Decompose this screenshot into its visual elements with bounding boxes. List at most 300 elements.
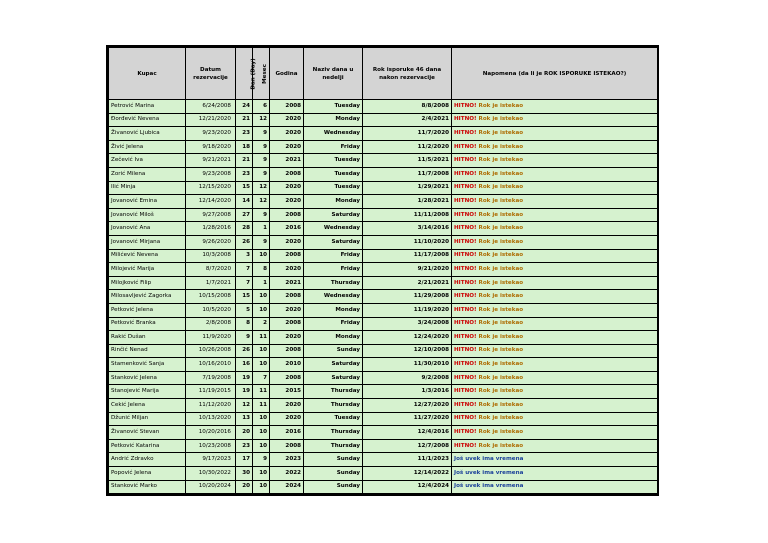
- cell-napomena[interactable]: [452, 235, 658, 249]
- cell-napomena[interactable]: [452, 290, 658, 304]
- cell-rok[interactable]: 12/4/2024: [363, 480, 452, 494]
- cell-napomena[interactable]: [452, 331, 658, 345]
- cell-dan[interactable]: 20: [236, 426, 253, 440]
- urgent-label: HITNO!: [454, 320, 477, 327]
- urgent-label: HITNO!: [454, 129, 477, 136]
- cell-dan[interactable]: 8: [236, 317, 253, 331]
- cell-godina[interactable]: 2008: [270, 439, 304, 453]
- table-row: [109, 426, 658, 440]
- table-row: [109, 344, 658, 358]
- cell-godina[interactable]: 2024: [270, 480, 304, 494]
- cell-napomena[interactable]: [452, 467, 658, 481]
- cell-rok[interactable]: 11/11/2008: [363, 208, 452, 222]
- cell-datum[interactable]: 9/26/2020: [186, 235, 236, 249]
- cell-godina[interactable]: 2021: [270, 154, 304, 168]
- cell-napomena[interactable]: [452, 263, 658, 277]
- cell-godina[interactable]: 2008: [270, 100, 304, 114]
- cell-naziv-dana[interactable]: Wednesday: [304, 222, 363, 236]
- cell-mesec[interactable]: 6: [253, 100, 270, 114]
- cell-dan[interactable]: 18: [236, 140, 253, 154]
- cell-napomena[interactable]: [452, 181, 658, 195]
- status-label: Rok je istekao: [478, 170, 524, 177]
- table-row: [109, 331, 658, 345]
- cell-mesec[interactable]: 9: [253, 235, 270, 249]
- cell-mesec[interactable]: 11: [253, 331, 270, 345]
- cell-napomena[interactable]: [452, 222, 658, 236]
- status-label: Rok je istekao: [478, 415, 524, 422]
- cell-rok[interactable]: 12/10/2008: [363, 344, 452, 358]
- cell-naziv-dana[interactable]: Saturday: [304, 371, 363, 385]
- cell-naziv-dana[interactable]: Friday: [304, 317, 363, 331]
- urgent-label: HITNO!: [454, 333, 477, 340]
- cell-rok[interactable]: 11/27/2020: [363, 412, 452, 426]
- cell-rok[interactable]: 11/5/2021: [363, 154, 452, 168]
- cell-napomena[interactable]: [452, 426, 658, 440]
- header-mesec: Mesec: [253, 48, 270, 100]
- table-row: [109, 222, 658, 236]
- cell-rok[interactable]: 1/3/2016: [363, 385, 452, 399]
- cell-mesec[interactable]: 12: [253, 181, 270, 195]
- cell-naziv-dana[interactable]: Thursday: [304, 399, 363, 413]
- table-row: [109, 358, 658, 372]
- cell-mesec[interactable]: 10: [253, 439, 270, 453]
- status-label: Rok je istekao: [478, 252, 524, 259]
- cell-datum[interactable]: 11/9/2020: [186, 331, 236, 345]
- status-label: Rok je istekao: [478, 184, 524, 191]
- cell-godina[interactable]: 2021: [270, 276, 304, 290]
- cell-napomena[interactable]: [452, 154, 658, 168]
- cell-mesec[interactable]: 9: [253, 127, 270, 141]
- cell-kupac[interactable]: Petković Jelena: [109, 303, 186, 317]
- cell-mesec[interactable]: 7: [253, 371, 270, 385]
- cell-kupac[interactable]: Zorić Milena: [109, 167, 186, 181]
- urgent-label: HITNO!: [454, 279, 477, 286]
- cell-godina[interactable]: 2020: [270, 412, 304, 426]
- cell-rok[interactable]: 11/2/2020: [363, 140, 452, 154]
- cell-rok[interactable]: 3/24/2008: [363, 317, 452, 331]
- status-label: Još uvek ima vremena: [454, 456, 524, 463]
- cell-naziv-dana[interactable]: Tuesday: [304, 181, 363, 195]
- cell-mesec[interactable]: 12: [253, 113, 270, 127]
- cell-dan[interactable]: 7: [236, 276, 253, 290]
- cell-kupac[interactable]: Rinčić Nenad: [109, 344, 186, 358]
- cell-godina[interactable]: 2010: [270, 358, 304, 372]
- cell-kupac[interactable]: Jovanović Emina: [109, 195, 186, 209]
- status-label: Rok je istekao: [478, 347, 524, 354]
- cell-dan[interactable]: 23: [236, 127, 253, 141]
- cell-napomena[interactable]: [452, 385, 658, 399]
- cell-naziv-dana[interactable]: Wednesday: [304, 127, 363, 141]
- cell-mesec[interactable]: 9: [253, 140, 270, 154]
- urgent-label: HITNO!: [454, 265, 477, 272]
- cell-mesec[interactable]: 2: [253, 317, 270, 331]
- urgent-label: HITNO!: [454, 102, 477, 109]
- cell-dan[interactable]: 15: [236, 290, 253, 304]
- cell-mesec[interactable]: 8: [253, 263, 270, 277]
- urgent-label: HITNO!: [454, 347, 477, 354]
- cell-napomena[interactable]: [452, 276, 658, 290]
- cell-kupac[interactable]: Stanković Jelena: [109, 371, 186, 385]
- cell-godina[interactable]: 2008: [270, 290, 304, 304]
- cell-datum[interactable]: 12/14/2020: [186, 195, 236, 209]
- cell-kupac[interactable]: Petković Branka: [109, 317, 186, 331]
- table-row: [109, 371, 658, 385]
- cell-kupac[interactable]: Stanojević Marija: [109, 385, 186, 399]
- cell-godina[interactable]: 2016: [270, 426, 304, 440]
- cell-kupac[interactable]: Petković Katarina: [109, 439, 186, 453]
- cell-mesec[interactable]: 10: [253, 467, 270, 481]
- cell-naziv-dana[interactable]: Tuesday: [304, 100, 363, 114]
- cell-naziv-dana[interactable]: Saturday: [304, 358, 363, 372]
- status-label: Rok je istekao: [478, 116, 524, 123]
- cell-rok[interactable]: 1/29/2021: [363, 181, 452, 195]
- status-label: Rok je istekao: [478, 265, 524, 272]
- status-label: Rok je istekao: [478, 225, 524, 232]
- cell-naziv-dana[interactable]: Monday: [304, 303, 363, 317]
- cell-datum[interactable]: 1/28/2016: [186, 222, 236, 236]
- cell-mesec[interactable]: 10: [253, 426, 270, 440]
- cell-godina[interactable]: 2020: [270, 195, 304, 209]
- cell-dan[interactable]: 19: [236, 371, 253, 385]
- cell-dan[interactable]: 26: [236, 235, 253, 249]
- cell-naziv-dana[interactable]: Friday: [304, 140, 363, 154]
- status-label: Rok je istekao: [478, 442, 524, 449]
- cell-naziv-dana[interactable]: Tuesday: [304, 154, 363, 168]
- cell-napomena[interactable]: [452, 344, 658, 358]
- spreadsheet-table-container: [106, 45, 659, 496]
- cell-godina[interactable]: 2008: [270, 344, 304, 358]
- cell-mesec[interactable]: 12: [253, 195, 270, 209]
- cell-napomena[interactable]: [452, 208, 658, 222]
- cell-napomena[interactable]: [452, 167, 658, 181]
- header-kupac: Kupac: [109, 48, 186, 100]
- cell-naziv-dana[interactable]: Sunday: [304, 453, 363, 467]
- cell-naziv-dana[interactable]: Tuesday: [304, 167, 363, 181]
- cell-kupac[interactable]: Džunić Miljan: [109, 412, 186, 426]
- table-row: [109, 453, 658, 467]
- cell-dan[interactable]: 3: [236, 249, 253, 263]
- table-row: [109, 127, 658, 141]
- cell-kupac[interactable]: Zečević Iva: [109, 154, 186, 168]
- header-napomena: Napomena (da li je ROK ISPORUKE ISTEKAO?): [452, 48, 658, 100]
- cell-godina[interactable]: 2020: [270, 235, 304, 249]
- status-label: Još uvek ima vremena: [454, 469, 524, 476]
- cell-mesec[interactable]: 10: [253, 249, 270, 263]
- cell-dan[interactable]: 21: [236, 113, 253, 127]
- cell-naziv-dana[interactable]: Sunday: [304, 344, 363, 358]
- cell-rok[interactable]: 11/30/2010: [363, 358, 452, 372]
- cell-naziv-dana[interactable]: Tuesday: [304, 412, 363, 426]
- header-datum: Datum rezervacije: [186, 48, 236, 100]
- cell-rok[interactable]: 9/21/2020: [363, 263, 452, 277]
- cell-napomena[interactable]: [452, 140, 658, 154]
- cell-rok[interactable]: 11/7/2008: [363, 167, 452, 181]
- cell-godina[interactable]: 2020: [270, 113, 304, 127]
- urgent-label: HITNO!: [454, 415, 477, 422]
- cell-mesec[interactable]: 9: [253, 154, 270, 168]
- cell-godina[interactable]: 2020: [270, 181, 304, 195]
- status-label: Rok je istekao: [478, 293, 524, 300]
- cell-kupac[interactable]: Milojević Marija: [109, 263, 186, 277]
- cell-napomena[interactable]: [452, 113, 658, 127]
- cell-mesec[interactable]: 10: [253, 303, 270, 317]
- cell-mesec[interactable]: 1: [253, 276, 270, 290]
- cell-datum[interactable]: 6/24/2008: [186, 100, 236, 114]
- cell-naziv-dana[interactable]: Friday: [304, 263, 363, 277]
- cell-kupac[interactable]: Stanković Marko: [109, 480, 186, 494]
- urgent-label: HITNO!: [454, 170, 477, 177]
- cell-dan[interactable]: 5: [236, 303, 253, 317]
- urgent-label: HITNO!: [454, 143, 477, 150]
- urgent-label: HITNO!: [454, 401, 477, 408]
- table-row: [109, 303, 658, 317]
- status-label: Rok je istekao: [478, 333, 524, 340]
- cell-godina[interactable]: 2008: [270, 317, 304, 331]
- cell-napomena[interactable]: [452, 412, 658, 426]
- reservations-table: [108, 47, 658, 494]
- cell-rok[interactable]: 12/14/2022: [363, 467, 452, 481]
- table-row: [109, 467, 658, 481]
- cell-datum[interactable]: 10/20/2024: [186, 480, 236, 494]
- cell-kupac[interactable]: Cekić Jelena: [109, 399, 186, 413]
- cell-godina[interactable]: 2008: [270, 167, 304, 181]
- cell-dan[interactable]: 12: [236, 399, 253, 413]
- cell-kupac[interactable]: Ilić Minja: [109, 181, 186, 195]
- cell-mesec[interactable]: 10: [253, 412, 270, 426]
- table-row: [109, 412, 658, 426]
- cell-kupac[interactable]: Živanović Ljubica: [109, 127, 186, 141]
- cell-napomena[interactable]: [452, 480, 658, 494]
- cell-datum[interactable]: 9/21/2021: [186, 154, 236, 168]
- cell-mesec[interactable]: 9: [253, 453, 270, 467]
- table-body: [109, 100, 658, 494]
- cell-mesec[interactable]: 10: [253, 290, 270, 304]
- table-row: [109, 140, 658, 154]
- urgent-label: HITNO!: [454, 157, 477, 164]
- cell-datum[interactable]: 12/21/2020: [186, 113, 236, 127]
- cell-rok[interactable]: 12/7/2008: [363, 439, 452, 453]
- cell-napomena[interactable]: [452, 195, 658, 209]
- cell-kupac[interactable]: Milićević Nevena: [109, 249, 186, 263]
- cell-kupac[interactable]: Andrić Zdravko: [109, 453, 186, 467]
- cell-godina[interactable]: 2020: [270, 127, 304, 141]
- cell-rok[interactable]: 11/10/2020: [363, 235, 452, 249]
- cell-kupac[interactable]: Đorđević Nevena: [109, 113, 186, 127]
- status-label: Rok je istekao: [478, 197, 524, 204]
- cell-napomena[interactable]: [452, 399, 658, 413]
- status-label: Rok je istekao: [478, 361, 524, 368]
- cell-datum[interactable]: 8/7/2020: [186, 263, 236, 277]
- cell-datum[interactable]: 7/19/2008: [186, 371, 236, 385]
- cell-napomena[interactable]: [452, 453, 658, 467]
- cell-dan[interactable]: 24: [236, 100, 253, 114]
- cell-mesec[interactable]: 1: [253, 222, 270, 236]
- urgent-label: HITNO!: [454, 225, 477, 232]
- cell-datum[interactable]: 9/27/2008: [186, 208, 236, 222]
- cell-dan[interactable]: 17: [236, 453, 253, 467]
- cell-mesec[interactable]: 9: [253, 167, 270, 181]
- cell-naziv-dana[interactable]: Friday: [304, 249, 363, 263]
- cell-godina[interactable]: 2020: [270, 303, 304, 317]
- status-label: Rok je istekao: [478, 238, 524, 245]
- cell-rok[interactable]: 1/28/2021: [363, 195, 452, 209]
- table-row: [109, 290, 658, 304]
- cell-godina[interactable]: 2008: [270, 208, 304, 222]
- cell-napomena[interactable]: [452, 249, 658, 263]
- cell-naziv-dana[interactable]: Monday: [304, 331, 363, 345]
- cell-naziv-dana[interactable]: Wednesday: [304, 290, 363, 304]
- cell-rok[interactable]: 9/2/2008: [363, 371, 452, 385]
- cell-rok[interactable]: 11/17/2008: [363, 249, 452, 263]
- table-row: [109, 167, 658, 181]
- cell-rok[interactable]: 11/7/2020: [363, 127, 452, 141]
- cell-datum[interactable]: 10/3/2008: [186, 249, 236, 263]
- cell-datum[interactable]: 10/30/2022: [186, 467, 236, 481]
- cell-napomena[interactable]: [452, 100, 658, 114]
- cell-datum[interactable]: 11/19/2015: [186, 385, 236, 399]
- table-row: [109, 249, 658, 263]
- table-row: [109, 480, 658, 494]
- cell-naziv-dana[interactable]: Monday: [304, 195, 363, 209]
- urgent-label: HITNO!: [454, 388, 477, 395]
- cell-dan[interactable]: 26: [236, 344, 253, 358]
- cell-kupac[interactable]: Živić Jelena: [109, 140, 186, 154]
- cell-napomena[interactable]: [452, 127, 658, 141]
- cell-datum[interactable]: 10/23/2008: [186, 439, 236, 453]
- cell-datum[interactable]: 9/17/2023: [186, 453, 236, 467]
- cell-mesec[interactable]: 10: [253, 344, 270, 358]
- cell-naziv-dana[interactable]: Thursday: [304, 276, 363, 290]
- cell-godina[interactable]: 2020: [270, 331, 304, 345]
- cell-dan[interactable]: 20: [236, 480, 253, 494]
- cell-dan[interactable]: 27: [236, 208, 253, 222]
- cell-rok[interactable]: 11/1/2023: [363, 453, 452, 467]
- cell-godina[interactable]: 2022: [270, 467, 304, 481]
- status-label: Još uvek ima vremena: [454, 483, 524, 490]
- cell-napomena[interactable]: [452, 439, 658, 453]
- cell-godina[interactable]: 2020: [270, 263, 304, 277]
- urgent-label: HITNO!: [454, 306, 477, 313]
- cell-kupac[interactable]: Živanović Stevan: [109, 426, 186, 440]
- cell-naziv-dana[interactable]: Thursday: [304, 426, 363, 440]
- cell-dan[interactable]: 7: [236, 263, 253, 277]
- cell-datum[interactable]: 10/5/2020: [186, 303, 236, 317]
- urgent-label: HITNO!: [454, 293, 477, 300]
- cell-rok[interactable]: 12/4/2016: [363, 426, 452, 440]
- cell-kupac[interactable]: Rakić Dušan: [109, 331, 186, 345]
- cell-datum[interactable]: 2/8/2008: [186, 317, 236, 331]
- table-row: [109, 439, 658, 453]
- cell-rok[interactable]: 11/19/2020: [363, 303, 452, 317]
- cell-mesec[interactable]: 9: [253, 208, 270, 222]
- table-row: [109, 385, 658, 399]
- cell-rok[interactable]: 2/4/2021: [363, 113, 452, 127]
- cell-kupac[interactable]: Jovanović Mirjana: [109, 235, 186, 249]
- cell-datum[interactable]: 10/13/2020: [186, 412, 236, 426]
- cell-datum[interactable]: 10/16/2010: [186, 358, 236, 372]
- cell-godina[interactable]: 2023: [270, 453, 304, 467]
- cell-dan[interactable]: 23: [236, 167, 253, 181]
- cell-dan[interactable]: 9: [236, 331, 253, 345]
- table-row: [109, 195, 658, 209]
- cell-naziv-dana[interactable]: Saturday: [304, 235, 363, 249]
- cell-naziv-dana[interactable]: Saturday: [304, 208, 363, 222]
- cell-kupac[interactable]: Petrović Marina: [109, 100, 186, 114]
- urgent-label: HITNO!: [454, 252, 477, 259]
- cell-rok[interactable]: 12/27/2020: [363, 399, 452, 413]
- cell-datum[interactable]: 11/12/2020: [186, 399, 236, 413]
- table-row: [109, 399, 658, 413]
- cell-datum[interactable]: 10/15/2008: [186, 290, 236, 304]
- cell-dan[interactable]: 23: [236, 439, 253, 453]
- cell-dan[interactable]: 13: [236, 412, 253, 426]
- status-label: Rok je istekao: [478, 429, 524, 436]
- table-row: [109, 263, 658, 277]
- cell-napomena[interactable]: [452, 371, 658, 385]
- cell-rok[interactable]: 8/8/2008: [363, 100, 452, 114]
- urgent-label: HITNO!: [454, 116, 477, 123]
- cell-dan[interactable]: 28: [236, 222, 253, 236]
- cell-kupac[interactable]: Stamenković Sanja: [109, 358, 186, 372]
- cell-dan[interactable]: 14: [236, 195, 253, 209]
- cell-mesec[interactable]: 10: [253, 358, 270, 372]
- cell-datum[interactable]: 9/23/2008: [186, 167, 236, 181]
- cell-godina[interactable]: 2020: [270, 140, 304, 154]
- cell-rok[interactable]: 12/24/2020: [363, 331, 452, 345]
- cell-kupac[interactable]: Popović Jelena: [109, 467, 186, 481]
- cell-rok[interactable]: 11/29/2008: [363, 290, 452, 304]
- cell-naziv-dana[interactable]: Thursday: [304, 385, 363, 399]
- cell-naziv-dana[interactable]: Sunday: [304, 467, 363, 481]
- cell-godina[interactable]: 2015: [270, 385, 304, 399]
- cell-napomena[interactable]: [452, 303, 658, 317]
- cell-godina[interactable]: 2008: [270, 371, 304, 385]
- cell-napomena[interactable]: [452, 317, 658, 331]
- cell-datum[interactable]: 9/23/2020: [186, 127, 236, 141]
- cell-kupac[interactable]: Milosavljević Zagorka: [109, 290, 186, 304]
- cell-rok[interactable]: 2/21/2021: [363, 276, 452, 290]
- cell-naziv-dana[interactable]: Thursday: [304, 439, 363, 453]
- cell-dan[interactable]: 30: [236, 467, 253, 481]
- cell-datum[interactable]: 9/18/2020: [186, 140, 236, 154]
- cell-datum[interactable]: 10/26/2008: [186, 344, 236, 358]
- cell-rok[interactable]: 3/14/2016: [363, 222, 452, 236]
- cell-datum[interactable]: 12/15/2020: [186, 181, 236, 195]
- table-row: [109, 317, 658, 331]
- cell-godina[interactable]: 2020: [270, 399, 304, 413]
- cell-dan[interactable]: 16: [236, 358, 253, 372]
- cell-godina[interactable]: 2016: [270, 222, 304, 236]
- cell-dan[interactable]: 19: [236, 385, 253, 399]
- cell-datum[interactable]: 10/20/2016: [186, 426, 236, 440]
- cell-mesec[interactable]: 11: [253, 399, 270, 413]
- cell-mesec[interactable]: 10: [253, 480, 270, 494]
- urgent-label: HITNO!: [454, 184, 477, 191]
- cell-kupac[interactable]: Milojković Filip: [109, 276, 186, 290]
- cell-naziv-dana[interactable]: Monday: [304, 113, 363, 127]
- header-row: [109, 48, 658, 100]
- cell-datum[interactable]: 1/7/2021: [186, 276, 236, 290]
- cell-napomena[interactable]: [452, 358, 658, 372]
- cell-mesec[interactable]: 11: [253, 385, 270, 399]
- cell-naziv-dana[interactable]: Sunday: [304, 480, 363, 494]
- cell-kupac[interactable]: Jovanović Ana: [109, 222, 186, 236]
- status-label: Rok je istekao: [478, 102, 524, 109]
- cell-godina[interactable]: 2008: [270, 249, 304, 263]
- cell-dan[interactable]: 15: [236, 181, 253, 195]
- cell-kupac[interactable]: Jovanović Miloš: [109, 208, 186, 222]
- cell-dan[interactable]: 21: [236, 154, 253, 168]
